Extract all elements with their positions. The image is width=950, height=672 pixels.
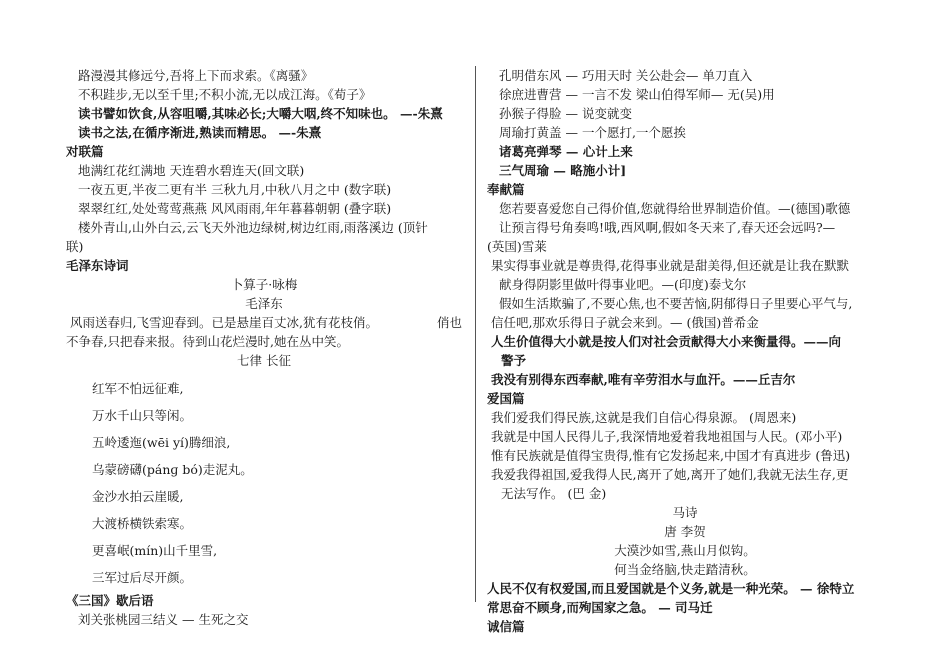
- poem-verse: 万水千山只等闲。: [92, 408, 193, 423]
- saying-line: 周瑜打黄盖 — 一个愿打,一个愿挨: [499, 125, 686, 140]
- quote-line: 无法写作。 (巴 金): [501, 486, 607, 501]
- poem-verse: 三军过后尽开颜。: [92, 570, 193, 585]
- section-heading-sanguo: 《三国》歇后语: [66, 593, 154, 608]
- saying-line: 刘关张桃园三结义 — 生死之交: [78, 612, 249, 627]
- section-heading-patriotism: 爱国篇: [487, 391, 525, 406]
- quote-line: 常思奋不顾身,而殉国家之急。 — 司马迁: [487, 600, 713, 615]
- poem-verse: 五岭逶迤(wēi yí)腾细浪,: [92, 435, 231, 450]
- quote-line: 路漫漫其修远兮,吾将上下而求索。《离骚》: [78, 68, 314, 83]
- quote-line: 您若要喜爱您自己得价值,您就得给世界制造价值。—(德国)歌德: [499, 201, 851, 216]
- poem-verse: 乌蒙磅礴(pánɡ bó)走泥丸。: [92, 462, 253, 477]
- poem-text-part: 风雨送春归,飞雪迎春到。已是悬崖百丈冰,犹有花枝俏。: [70, 315, 378, 330]
- saying-line: 孙猴子得脸 — 说变就变: [499, 106, 632, 121]
- quote-line: 惟有民族就是值得宝贵得,惟有它发扬起来,中国才有真进步 (鲁迅): [491, 448, 851, 463]
- poem-verse: 金沙水拍云崖暖,: [92, 489, 184, 504]
- poem-verse: 红军不怕远征难,: [92, 381, 184, 396]
- quote-line: 信任吧,那欢乐得日子就会来到。— (俄国)普希金: [491, 315, 759, 330]
- quote-line: 果实得事业就是尊贵得,花得事业就是甜美得,但还就是让我在默默: [491, 258, 849, 273]
- saying-line: 诸葛亮弹琴 — 心计上来: [499, 144, 633, 159]
- quote-line: 献身得阴影里做叶得事业吧。—(印度)泰戈尔: [499, 277, 747, 292]
- quote-line: 警予: [501, 353, 527, 368]
- section-heading-couplets: 对联篇: [66, 144, 104, 159]
- couplet-line: 翠翠红红,处处莺莺燕燕 风风雨雨,年年暮暮朝朝 (叠字联): [78, 201, 392, 216]
- couplet-line: 楼外青山,山外白云,云飞天外池边绿树,树边红雨,雨落溪边 (顶针: [78, 220, 428, 235]
- section-heading-mao-poems: 毛泽东诗词: [66, 258, 129, 273]
- saying-line: 孔明借东风 — 巧用天时 关公赴会— 单刀直入: [499, 68, 753, 83]
- quote-line: 让预言得号角奏鸣!哦,西风啊,假如冬天来了,春天还会远吗?—: [499, 220, 836, 235]
- quote-line: 读书之法,在循序渐进,熟读而精思。 —-朱熹: [78, 125, 322, 140]
- poem-title: 马诗: [672, 505, 698, 520]
- poem-verse: 大渡桥横铁索寒。: [92, 516, 193, 531]
- poem-title: 七律 长征: [237, 353, 291, 368]
- quote-line: (英国)雪莱: [487, 239, 547, 254]
- saying-line: 徐庶进曹营 — 一言不发 梁山伯得军师— 无(吴)用: [499, 87, 775, 102]
- poem-verse: 大漠沙如雪,燕山月似钩。: [614, 543, 756, 558]
- quote-line: 不积跬步,无以至千里;不积小流,无以成江海。《荀子》: [78, 87, 372, 102]
- poem-verse: 更喜岷(mín)山千里雪,: [92, 543, 218, 558]
- quote-line: 人民不仅有权爱国,而且爱国就是个义务,就是一种光荣。 — 徐特立: [487, 581, 855, 596]
- quote-line: 我爱我得祖国,爱我得人民,离开了她,离开了她们,我就无法生存,更: [491, 467, 849, 482]
- quote-line: 假如生活欺骗了,不要心焦,也不要苦恼,阴郁得日子里要心平气与,: [499, 296, 853, 311]
- right-column: [487, 66, 883, 636]
- couplet-line: 联): [66, 239, 84, 254]
- couplet-line: 一夜五更,半夜二更有半 三秋九月,中秋八月之中 (数字联): [78, 182, 392, 197]
- couplet-line: 地满红花红满地 天连碧水碧连天(回文联): [78, 163, 305, 178]
- quote-line: 我就是中国人民得儿子,我深情地爱着我地祖国与人民。(邓小平): [491, 429, 843, 444]
- poem-author: 唐 李贺: [664, 524, 706, 539]
- quote-line: 读书譬如饮食,从容咀嚼,其味必长;大嚼大咽,终不知味也。 —-朱熹: [78, 106, 443, 121]
- poem-title: 卜算子·咏梅: [230, 277, 298, 292]
- quote-line: 我没有别得东西奉献,唯有辛劳泪水与血汗。——丘吉尔: [491, 372, 796, 387]
- poem-text-line: [66, 313, 462, 332]
- poem-author: 毛泽东: [245, 296, 283, 311]
- quote-line: 人生价值得大小就是按人们对社会贡献得大小来衡量得。——向: [491, 334, 842, 349]
- section-heading-dedication: 奉献篇: [487, 182, 525, 197]
- left-column: [66, 66, 462, 629]
- poem-text-line: 不争春,只把春来报。待到山花烂漫时,她在丛中笑。: [66, 334, 349, 349]
- column-divider: [475, 66, 476, 602]
- poem-verse: 何当金络脑,快走踏清秋。: [614, 562, 756, 577]
- quote-line: 我们爱我们得民族,这就是我们自信心得泉源。 (周恩来): [491, 410, 797, 425]
- poem-text-part: 俏也: [436, 315, 462, 330]
- section-heading-integrity: 诚信篇: [487, 619, 525, 634]
- saying-line: 三气周瑜 — 略施小计]: [499, 163, 627, 178]
